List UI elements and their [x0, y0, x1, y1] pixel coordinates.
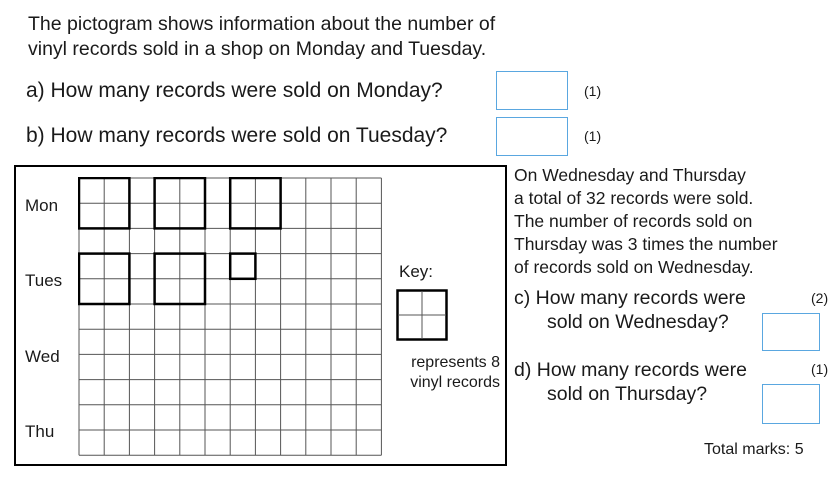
question-c-line-1: c) How many records were [514, 287, 746, 309]
answer-box-c[interactable] [762, 313, 820, 351]
key-symbol [396, 289, 448, 341]
info-line-1: On Wednesday and Thursday [514, 165, 746, 185]
intro-line-2: vinyl records sold in a shop on Monday and Tuesday. [28, 38, 487, 60]
answer-box-a[interactable] [496, 71, 568, 110]
answer-box-d[interactable] [762, 384, 820, 424]
question-a: a) How many records were sold on Monday? [26, 79, 443, 102]
info-line-5: of records sold on Wednesday. [514, 257, 754, 277]
pictogram-symbol-tues-3 [230, 254, 255, 279]
total-marks: Total marks: 5 [704, 441, 804, 458]
row-label-tues: Tues [25, 271, 63, 290]
intro-line-1: The pictogram shows information about the number of [28, 13, 496, 35]
info-line-4: Thursday was 3 times the number [514, 234, 778, 254]
info-line-3: The number of records sold on [514, 211, 753, 231]
info-line-2: a total of 32 records were sold. [514, 188, 754, 208]
key-text [392, 353, 500, 393]
key-label: Key: [399, 262, 434, 281]
question-d [514, 358, 747, 406]
question-b: b) How many records were sold on Tuesday? [26, 124, 448, 147]
marks-b: (1) [584, 128, 602, 144]
row-label-wed: Wed [25, 347, 60, 366]
marks-c: (2) [811, 290, 829, 306]
question-d-line-2: sold on Thursday? [547, 383, 708, 405]
row-label-mon: Mon [25, 196, 59, 215]
question-d-line-1: d) How many records were [514, 359, 747, 381]
key-line-2: vinyl records [410, 374, 500, 391]
row-label-thu: Thu [25, 422, 55, 441]
question-c [514, 286, 746, 334]
pictogram-grid [78, 177, 384, 457]
key-line-1: represents 8 [411, 354, 500, 371]
info-text [514, 164, 834, 279]
marks-d: (1) [811, 361, 829, 377]
question-c-line-2: sold on Wednesday? [547, 311, 729, 333]
intro-text [28, 12, 495, 62]
marks-a: (1) [584, 83, 602, 99]
answer-box-b[interactable] [496, 117, 568, 156]
